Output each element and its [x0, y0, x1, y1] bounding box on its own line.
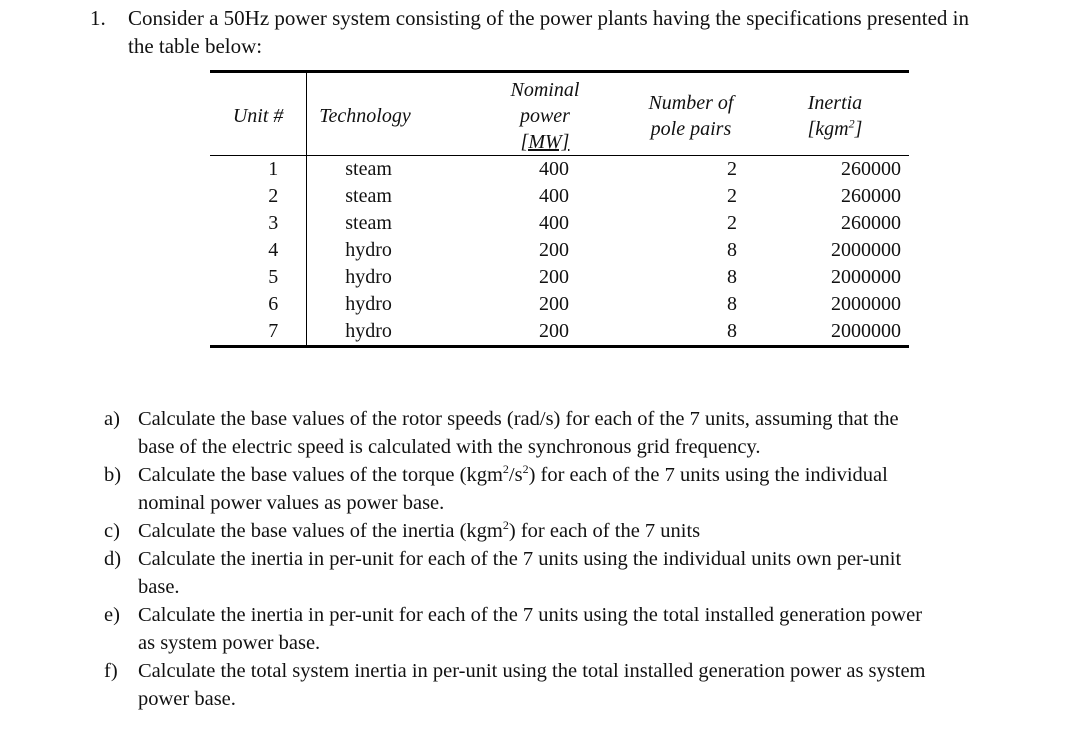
part-a-label: a) [104, 408, 120, 430]
table-row [210, 318, 909, 347]
cell-unit: 2 [210, 183, 307, 210]
part-b-line2: nominal power values as power base. [138, 492, 445, 514]
question-text-line1: Consider a 50Hz power system consisting of the power plants having the specifications presented in [128, 6, 969, 30]
header-poles-line2: pole pairs [650, 118, 732, 140]
part-a [104, 405, 1054, 461]
question-text-line2: the table below: [128, 34, 263, 58]
table-row [210, 291, 909, 318]
table-row [210, 156, 909, 184]
question-text [128, 4, 1070, 60]
header-inertia-unit: [kgm$^2$] [807, 116, 863, 140]
cell-power: 200 [538, 320, 569, 342]
cell-inertia: 260000 [841, 158, 901, 180]
cell-unit: 7 [210, 318, 307, 347]
header-pole-pairs [617, 72, 765, 156]
part-a-line2: base of the electric speed is calculated with the synchronous grid frequency. [138, 436, 761, 458]
part-b-line1: Calculate the base values of the torque $(kgm^2/s^2)$ for each of the 7 units using the individual [138, 462, 888, 486]
cell-poles: 8 [726, 320, 737, 342]
part-b [104, 461, 1054, 517]
cell-unit: 4 [210, 237, 307, 264]
part-c [104, 517, 1054, 545]
part-c-label: c) [104, 520, 120, 542]
part-b-label: b) [104, 464, 122, 486]
table-row [210, 237, 909, 264]
table-header-row [210, 72, 909, 156]
cell-poles: 8 [726, 266, 737, 288]
part-a-line1: Calculate the base values of the rotor speeds (rad/s) for each of the 7 units, assuming that the [138, 408, 899, 430]
cell-unit: 6 [210, 291, 307, 318]
part-d-line2: base. [138, 576, 180, 598]
cell-power: 200 [538, 266, 569, 288]
header-unit: Unit # [210, 72, 307, 156]
cell-power: 400 [538, 158, 569, 180]
header-nominal-power [473, 72, 617, 156]
cell-poles: 8 [726, 239, 737, 261]
cell-power: 200 [538, 293, 569, 315]
cell-unit: 1 [210, 156, 307, 184]
part-f-line2: power base. [138, 688, 236, 710]
cell-poles: 8 [726, 293, 737, 315]
cell-inertia: 260000 [841, 212, 901, 234]
part-e [104, 601, 1054, 657]
part-d [104, 545, 1054, 601]
cell-technology: steam [345, 158, 392, 180]
cell-power: 200 [538, 239, 569, 261]
cell-inertia: 2000000 [831, 320, 901, 342]
part-c-line1: Calculate the base values of the inertia (kgm$^2$) for each of the 7 units [138, 518, 701, 542]
part-d-line1: Calculate the inertia in per-unit for each of the 7 units using the individual units own per-unit [138, 548, 902, 570]
sub-questions [104, 405, 1054, 713]
header-power-line2: power [519, 105, 570, 127]
cell-inertia: 2000000 [831, 239, 901, 261]
question-heading [90, 4, 1070, 60]
cell-technology: hydro [345, 266, 392, 288]
cell-inertia: 260000 [841, 185, 901, 207]
part-f [104, 657, 1054, 713]
cell-technology: steam [345, 185, 392, 207]
table-row [210, 183, 909, 210]
cell-technology: hydro [345, 239, 392, 261]
header-technology: Technology [307, 72, 473, 156]
cell-poles: 2 [726, 158, 737, 180]
cell-inertia: 2000000 [831, 293, 901, 315]
part-e-line1: Calculate the inertia in per-unit for each of the 7 units using the total installed generation power [138, 604, 923, 626]
cell-technology: hydro [345, 293, 392, 315]
part-f-line1: Calculate the total system inertia in per-unit using the total installed generation power as system [138, 660, 926, 682]
cell-technology: hydro [345, 320, 392, 342]
question-number: 1. [90, 6, 106, 30]
cell-inertia: 2000000 [831, 266, 901, 288]
cell-power: 400 [538, 212, 569, 234]
part-e-label: e) [104, 604, 120, 626]
cell-unit: 5 [210, 264, 307, 291]
power-plants-table [210, 70, 909, 348]
part-f-label: f) [104, 660, 118, 682]
cell-poles: 2 [726, 185, 737, 207]
cell-power: 400 [538, 185, 569, 207]
part-e-line2: as system power base. [138, 632, 321, 654]
table-row [210, 210, 909, 237]
table-row [210, 264, 909, 291]
part-d-label: d) [104, 548, 122, 570]
header-inertia-line1: Inertia [807, 92, 863, 114]
header-power-unit: [MW] [520, 131, 570, 153]
cell-unit: 3 [210, 210, 307, 237]
header-poles-line1: Number of [648, 92, 734, 114]
header-power-line1: Nominal [510, 79, 580, 101]
cell-poles: 2 [726, 212, 737, 234]
header-inertia [765, 72, 909, 156]
cell-technology: steam [345, 212, 392, 234]
